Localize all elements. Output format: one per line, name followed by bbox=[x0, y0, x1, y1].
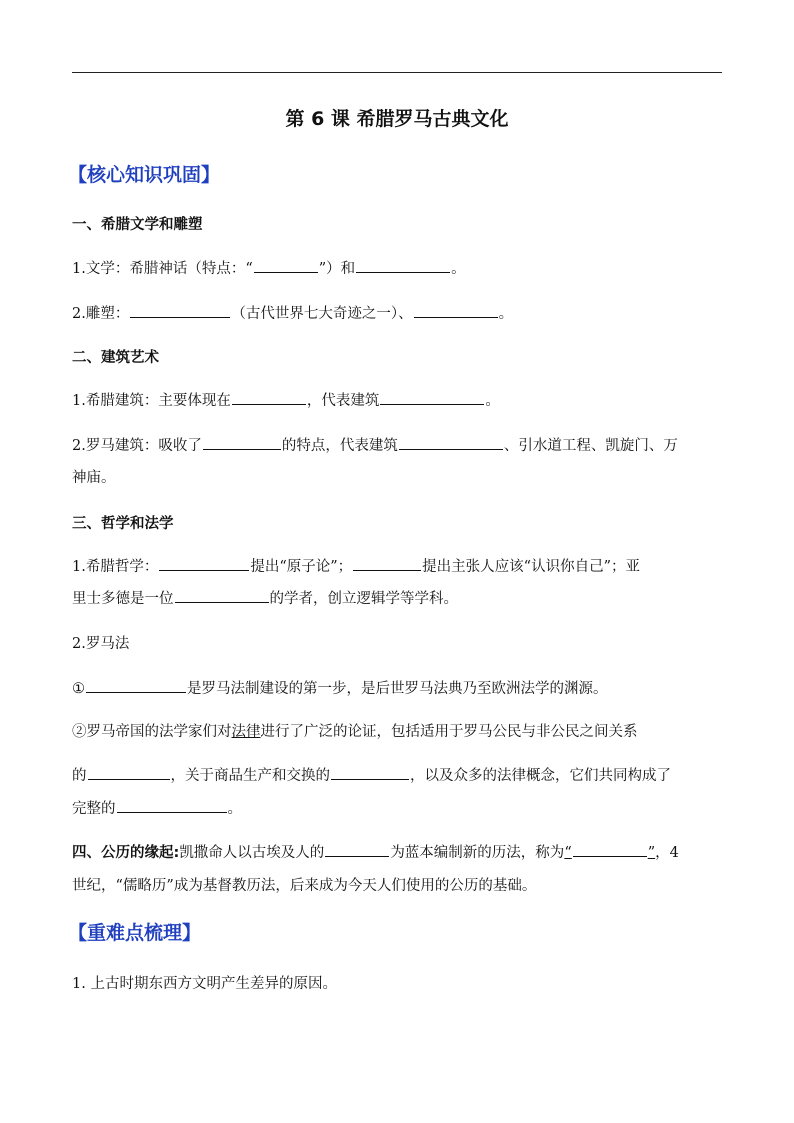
line-roman-law-item2: ②罗马帝国的法学家们对法律进行了广泛的论证，包括适用于罗马公民与非公民之间关系 bbox=[72, 724, 638, 740]
blank-field[interactable] bbox=[88, 765, 170, 780]
line-roman-law-item2-cont: 的 ，关于商品生产和交换的 ，以及众多的法律概念，它们共同构成了 bbox=[72, 764, 671, 785]
line-key-point-1: 1. 上古时期东西方文明产生差异的原因。 bbox=[72, 976, 337, 992]
heading-architecture: 二、建筑艺术 bbox=[72, 350, 159, 366]
blank-field[interactable] bbox=[399, 435, 503, 450]
line-roman-architecture: 2.罗马建筑：吸收了 的特点，代表建筑 、引水道工程、凯旋门、万 bbox=[72, 434, 678, 455]
blank-field[interactable] bbox=[175, 588, 269, 603]
blank-field[interactable] bbox=[353, 556, 421, 571]
blank-field[interactable] bbox=[380, 390, 484, 405]
page-title: 第 6 课 希腊罗马古典文化 bbox=[285, 108, 509, 130]
section-core-knowledge: 【核心知识巩固】 bbox=[68, 164, 221, 186]
blank-field[interactable] bbox=[414, 303, 498, 318]
heading-philosophy-law: 三、哲学和法学 bbox=[72, 516, 174, 532]
line-greek-philosophy-cont: 里士多德是一位 的学者，创立逻辑学等学科。 bbox=[72, 587, 458, 608]
line-sculpture: 2.雕塑： （古代世界七大奇迹之一）、 。 bbox=[72, 302, 513, 323]
line-roman-law-item1: ① 是罗马法制建设的第一步，是后世罗马法典乃至欧洲法学的渊源。 bbox=[72, 677, 608, 698]
line-greek-philosophy: 1.希腊哲学： 提出“原子论”； 提出主张人应该“认识你自己”；亚 bbox=[72, 555, 640, 576]
blank-field[interactable] bbox=[325, 842, 389, 857]
line-greek-architecture: 1.希腊建筑：主要体现在 ，代表建筑 。 bbox=[72, 389, 500, 410]
line-literature: 1.文学：希腊神话（特点：“ ”）和 。 bbox=[72, 257, 466, 278]
blank-field[interactable] bbox=[203, 435, 281, 450]
line-calendar-origin-cont: 世纪，“儒略历”成为基督教历法，后来成为今天人们使用的公历的基础。 bbox=[72, 878, 537, 894]
blank-field[interactable] bbox=[117, 798, 227, 813]
heading-literature-sculpture: 一、希腊文学和雕塑 bbox=[72, 217, 203, 233]
line-roman-law-item2-end: 完整的 。 bbox=[72, 797, 242, 818]
blank-field[interactable] bbox=[356, 258, 450, 273]
line-roman-architecture-cont: 神庙。 bbox=[72, 470, 116, 486]
blank-field[interactable] bbox=[573, 842, 647, 857]
blank-field[interactable] bbox=[130, 303, 230, 318]
header-rule bbox=[72, 72, 722, 73]
blank-field[interactable] bbox=[159, 556, 249, 571]
line-roman-law: 2.罗马法 bbox=[72, 636, 130, 652]
section-key-points: 【重难点梳理】 bbox=[68, 922, 202, 944]
blank-field[interactable] bbox=[331, 765, 409, 780]
underlined-term: 法律 bbox=[231, 724, 261, 740]
calendar-heading: 四、公历的缘起: bbox=[72, 845, 180, 861]
blank-field[interactable] bbox=[86, 678, 186, 693]
blank-field[interactable] bbox=[232, 390, 306, 405]
blank-field[interactable] bbox=[254, 258, 318, 273]
line-calendar-origin: 四、公历的缘起:凯撒命人以古埃及人的 为蓝本编制新的历法，称为“ ”，4 bbox=[72, 841, 679, 862]
